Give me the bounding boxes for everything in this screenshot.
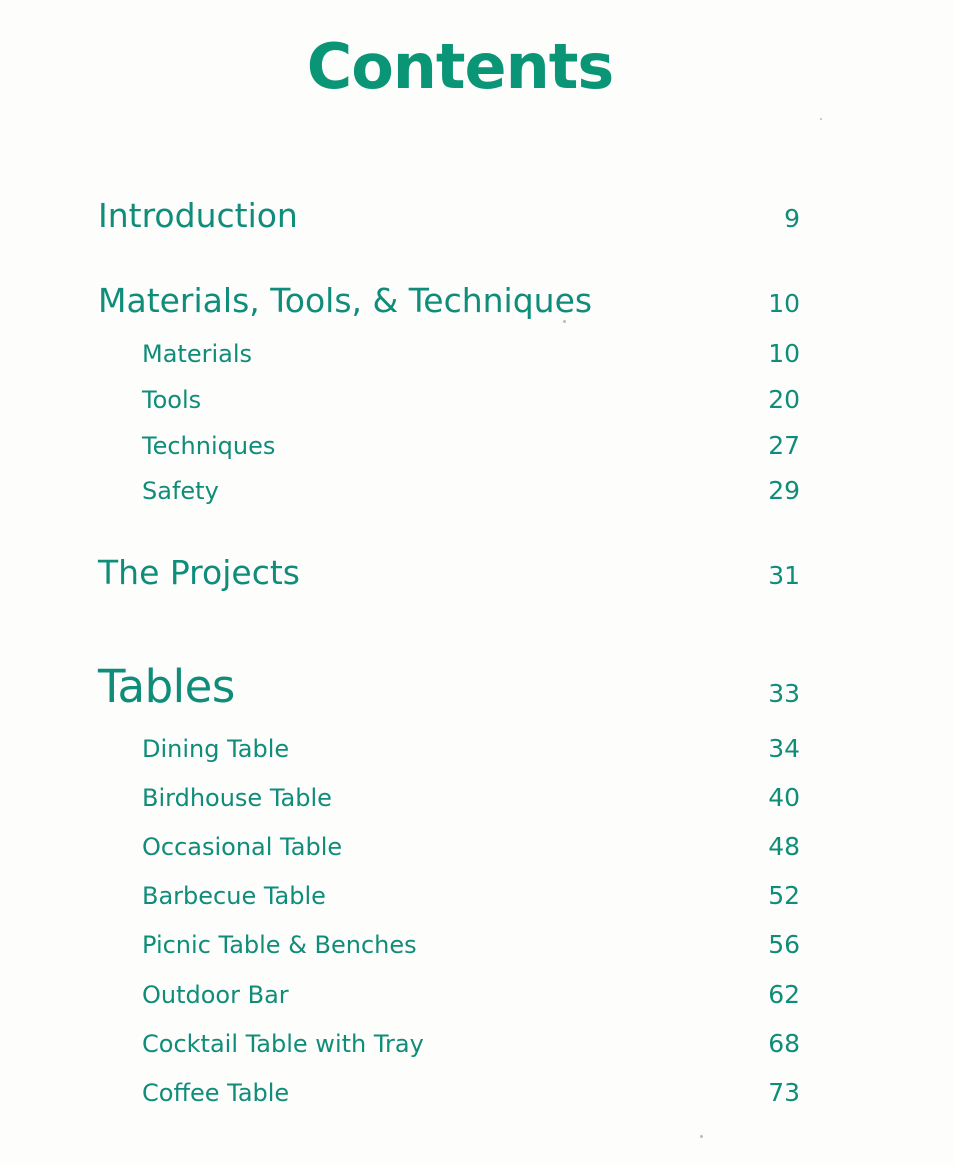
toc-entry-label: Materials [142,340,253,368]
toc-entry-picnic-table-benches[interactable] [142,930,800,959]
paper-speck [700,1135,703,1138]
page-title: Contents [306,30,614,103]
toc-entry-cocktail-table-with-tray[interactable] [142,1029,800,1058]
toc-entry-page: 10 [768,339,800,368]
toc-entry-safety[interactable] [142,476,800,505]
toc-entry-label: Coffee Table [142,1079,290,1107]
toc-entry-page: 31 [768,561,800,590]
toc-entry-label: The Projects [98,553,300,592]
toc-entry-birdhouse-table[interactable] [142,783,800,812]
toc-entry-label: Tools [142,386,202,414]
toc-entry-label: Materials, Tools, & Techniques [98,281,593,320]
toc-entry-introduction[interactable] [98,196,800,235]
toc-entry-page: 27 [768,431,800,460]
toc-entry-label: Tables [98,660,235,713]
paper-speck [820,118,822,120]
toc-entry-page: 33 [768,679,800,708]
toc-entry-page: 73 [768,1078,800,1107]
toc-entry-page: 52 [768,881,800,910]
toc-entry-page: 40 [768,783,800,812]
toc-entry-materials[interactable] [142,339,800,368]
toc-entry-label: Occasional Table [142,833,343,861]
toc-entry-page: 9 [784,204,800,233]
toc-entry-the-projects[interactable] [98,553,800,592]
toc-entry-page: 62 [768,980,800,1009]
toc-entry-coffee-table[interactable] [142,1078,800,1107]
toc-entry-label: Introduction [98,196,298,235]
toc-entry-label: Techniques [142,432,276,460]
toc-entry-label: Picnic Table & Benches [142,931,417,959]
toc-entry-label: Cocktail Table with Tray [142,1030,424,1058]
toc-entry-page: 56 [768,930,800,959]
toc-entry-tables[interactable] [98,660,800,713]
toc-entry-materials-tools-techniques[interactable] [98,281,800,320]
toc-entry-label: Safety [142,477,219,505]
toc-entry-label: Outdoor Bar [142,981,289,1009]
toc-entry-page: 29 [768,476,800,505]
paper-speck [563,320,566,323]
toc-entry-techniques[interactable] [142,431,800,460]
toc-entry-dining-table[interactable] [142,734,800,763]
toc-entry-barbecue-table[interactable] [142,881,800,910]
toc-entry-page: 20 [768,385,800,414]
toc-entry-tools[interactable] [142,385,800,414]
toc-entry-label: Birdhouse Table [142,784,332,812]
toc-entry-page: 10 [768,289,800,318]
toc-entry-occasional-table[interactable] [142,832,800,861]
toc-entry-page: 68 [768,1029,800,1058]
toc-entry-label: Dining Table [142,735,290,763]
toc-entry-label: Barbecue Table [142,882,326,910]
toc-entry-outdoor-bar[interactable] [142,980,800,1009]
toc-entry-page: 34 [768,734,800,763]
toc-entry-page: 48 [768,832,800,861]
